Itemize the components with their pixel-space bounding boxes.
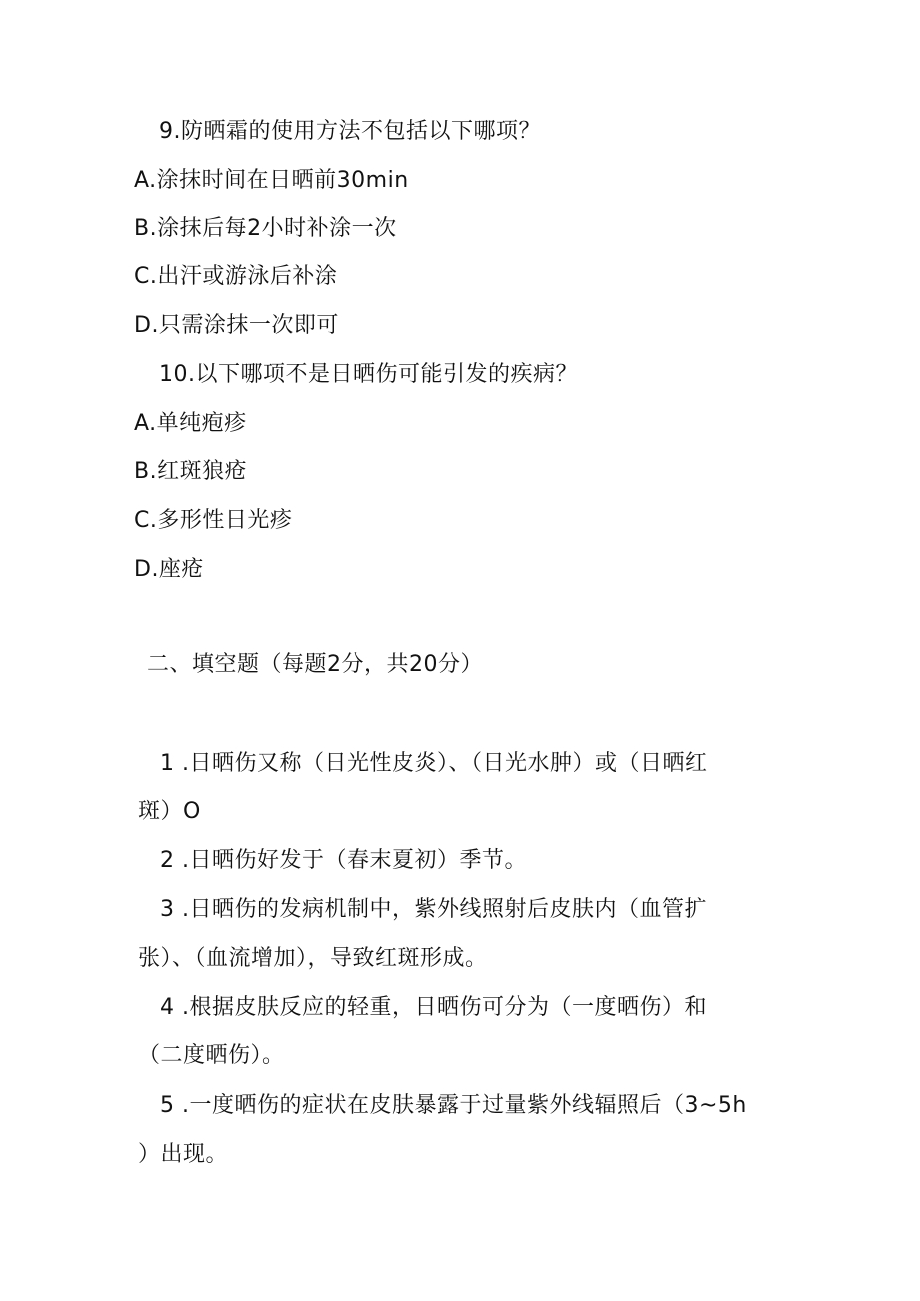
- fill-blank-4: 4 .根据皮肤反应的轻重，日晒伤可分为（一度晒伤）和: [160, 995, 707, 1020]
- question-9: 9.防晒霜的使用方法不包括以下哪项？: [159, 119, 541, 144]
- question-10-option-c: C.多形性日光疹: [134, 508, 293, 533]
- fill-blank-5-continued: ）出现。: [138, 1142, 229, 1167]
- fill-blank-1-continued: 斑）O: [138, 799, 201, 824]
- section-title: 二、填空题（每题2分，共20分）: [147, 652, 483, 677]
- question-9-option-d: D.只需涂抹一次即可: [134, 313, 339, 338]
- question-9-option-c: C.出汗或游泳后补涂: [134, 264, 338, 289]
- question-10-option-b: B.红斑狼疮: [134, 459, 248, 484]
- question-9-option-a: A.涂抹时间在日晒前30min: [134, 168, 409, 193]
- question-9-option-b: B.涂抹后每2小时补涂一次: [134, 216, 397, 241]
- question-10: 10.以下哪项不是日晒伤可能引发的疾病？: [159, 362, 578, 387]
- fill-blank-3: 3 .日晒伤的发病机制中，紫外线照射后皮肤内（血管扩: [160, 897, 707, 922]
- fill-blank-1: 1 .日晒伤又称（日光性皮炎）、（日光水肿）或（日晒红: [160, 751, 708, 776]
- fill-blank-4-continued: （二度晒伤）。: [138, 1043, 285, 1068]
- fill-blank-3-continued: 张）、（血流增加），导致红斑形成。: [138, 946, 488, 971]
- fill-blank-5: 5 .一度晒伤的症状在皮肤暴露于过量紫外线辐照后（3~5h: [160, 1093, 747, 1118]
- question-10-option-d: D.座疮: [134, 557, 204, 582]
- fill-blank-2: 2 .日晒伤好发于（春末夏初）季节。: [160, 848, 527, 873]
- question-10-option-a: A.单纯疱疹: [134, 411, 247, 436]
